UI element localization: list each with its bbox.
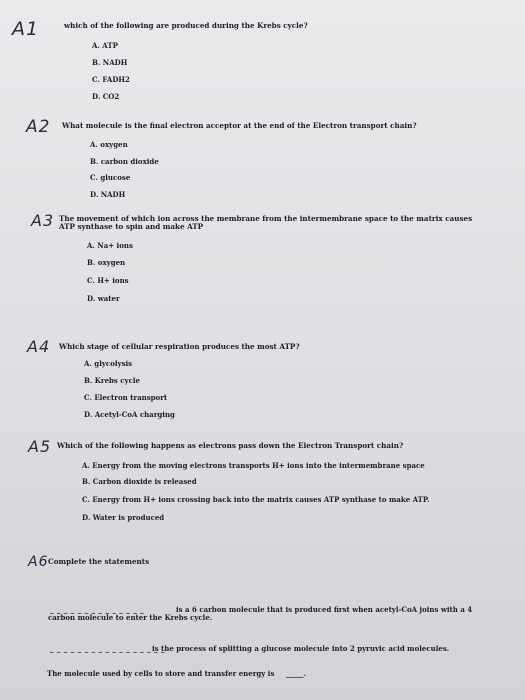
- q3-option-c: C. H+ ions: [87, 276, 129, 285]
- q5-question: Which of the following happens as electrons pass down the Electron Transport chain?: [57, 441, 404, 450]
- q3-option-a: A. Na+ ions: [87, 241, 133, 250]
- q1-option-b: B. NADH: [92, 58, 128, 67]
- q5-handwritten-tag: A5: [28, 437, 52, 456]
- q2-option-c: C. glucose: [90, 173, 131, 182]
- q6-heading: Complete the statements: [48, 557, 150, 566]
- q4-option-c: C. Electron transport: [84, 393, 168, 402]
- q4-option-d: D. Acetyl-CoA charging: [84, 410, 175, 419]
- q1-handwritten-tag: A1: [12, 18, 40, 40]
- q1-option-a: A. ATP: [92, 41, 118, 50]
- q4-option-b: B. Krebs cycle: [84, 376, 140, 385]
- q3-option-d: D. water: [87, 294, 120, 303]
- q5-option-d: D. Water is produced: [82, 513, 165, 522]
- q2-question: What molecule is the final electron acceptor at the end of the Electron transport chain?: [62, 121, 417, 130]
- q3-question-line2: ATP synthase to spin and make ATP: [59, 222, 204, 231]
- q3-handwritten-tag: A3: [31, 211, 55, 230]
- statement2-blank: _ _ _ _ _ _ _ _ _ _ _ _ _ _ _ _ _: [50, 644, 165, 653]
- statement1-text-line1: is a 6 carbon molecule that is produced first when acetyl-CoA joins with a 4: [176, 605, 473, 614]
- q6-handwritten-tag: A6: [28, 554, 49, 570]
- q4-question: Which stage of cellular respiration produces the most ATP?: [59, 342, 300, 351]
- q1-option-c: C. FADH2: [92, 75, 130, 84]
- q4-option-a: A. glycolysis: [84, 359, 133, 368]
- statement2-text: is the process of splitting a glucose molecule into 2 pyruvic acid molecules.: [152, 644, 450, 653]
- q4-handwritten-tag: A4: [27, 337, 51, 356]
- q1-option-d: D. CO2: [92, 92, 120, 101]
- q5-option-a: A. Energy from the moving electrons transports H+ ions into the intermembrane space: [82, 461, 425, 470]
- statement3-blank: _____.: [286, 669, 306, 678]
- q2-option-d: D. NADH: [90, 190, 126, 199]
- q5-option-b: B. Carbon dioxide is released: [82, 477, 197, 486]
- statement3-text: The molecule used by cells to store and transfer energy is: [47, 669, 275, 678]
- q1-question: which of the following are produced during the Krebs cycle?: [64, 21, 308, 30]
- statement1-blank: _ _ _ _ _ _ _ _ _ _ _ _ _ _: [50, 605, 145, 614]
- q3-option-b: B. oxygen: [87, 258, 126, 267]
- q2-option-a: A. oxygen: [90, 140, 128, 149]
- q3-question-line1: The movement of which ion across the membrane from the intermembrane space to the matrix causes: [59, 214, 473, 223]
- q2-option-b: B. carbon dioxide: [90, 157, 159, 166]
- q5-option-c: C. Energy from H+ ions crossing back into the matrix causes ATP synthase to make ATP.: [82, 495, 430, 504]
- q2-handwritten-tag: A2: [26, 117, 51, 137]
- statement1-text-line2: carbon molecule to enter the Krebs cycle.: [48, 613, 213, 622]
